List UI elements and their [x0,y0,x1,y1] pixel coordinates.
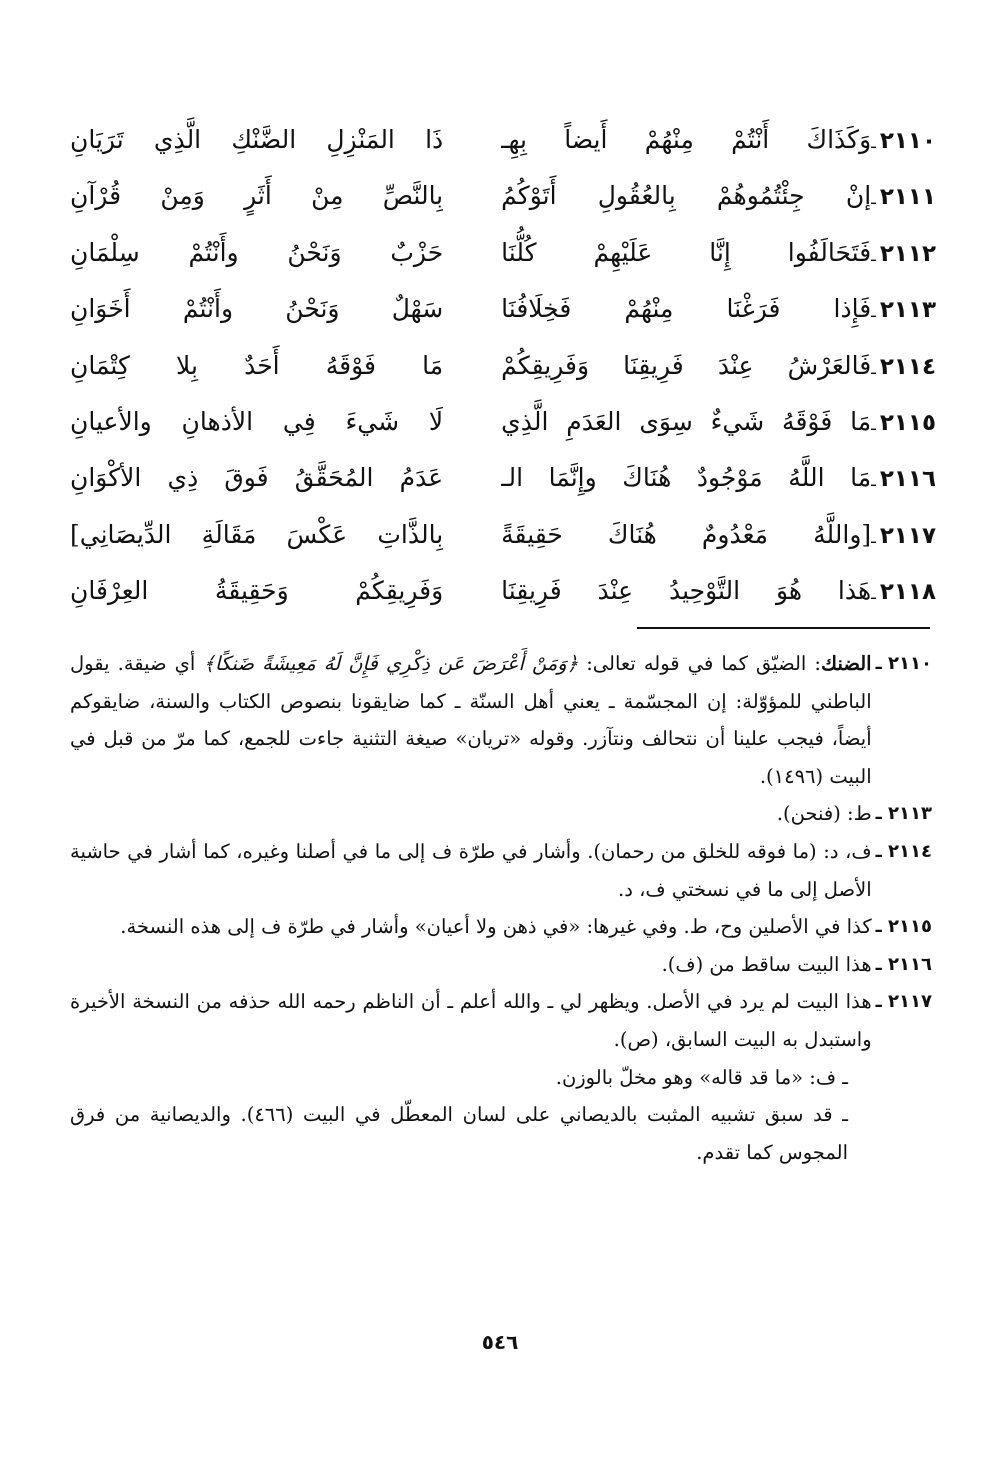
verse-second-hemistich: مَا فَوْقَهُ أَحَدٌ بِلا كِتْمَانِ [70,350,444,380]
footnote-text [70,645,872,795]
dash: ـ [871,133,876,152]
footnote-number: ٢١١٧ ـ [875,991,932,1013]
verse-row [70,563,936,619]
footnote-text: هذا البيت لم يرد في الأصل. ويظهر لي ـ والله أعلم ـ أن الناظم رحمه الله حذفه من النسخة الأخيرة واستبدل به البيت السابق، (ص). [70,990,872,1051]
footnotes [70,645,932,1171]
verse-first-hemistich: فَإِذا فَرَغْنَا مِنْهُمْ فَخِلَافُنَا [501,294,872,324]
footnote-text: كذا في الأصلين وح، ط. وفي غيرها: «في ذهن ولا أعيان» وأشار في طرّة ف إلى هذه النسخة. [120,915,872,939]
verse-row [70,338,936,394]
footnote-2115 [70,908,932,946]
footnote-text: ف، د: (ما فوقه للخلق من رحمان). وأشار في طرّة ف إلى ما في أصلنا وغيره، كما أشار في حاشية الأصل إلى ما في نسختي ف، د. [70,839,872,901]
verse-row [70,281,936,337]
dash: ـ [871,302,876,322]
footnote-2114 [70,833,932,908]
dash: ـ [871,414,876,434]
verse-second-hemistich: ذَا المَنْزِلِ الضَّنْكِ الَّذِي تَرَيَانِ [70,125,444,154]
verse-row [70,112,936,168]
dash: ـ [871,584,876,604]
footnote-2117-sub-2: ـ قد سبق تشبيه المثبت بالديصاني على لسان المعطّل في البيت (٤٦٦). والديصانية من فرق المجوس كما تقدم. [70,1103,848,1164]
footnote-number: ٢١١٥ ـ [875,916,932,938]
footnote-text: ط: (فنحن). [776,802,872,826]
verse-row [70,507,936,563]
quran-quote: ﴿وَمَنْ أَعْرَضَ عَن ذِكْرِي فَإِنَّ لَهُ مَعِيشَةً ضَنكًا﴾ [203,652,579,675]
footnote-2113 [70,795,932,833]
footnote-2110 [70,645,932,795]
dash: ـ [871,358,876,378]
verse-first-hemistich: فَتَحَالَفُوا إِنَّا عَلَيْهِمْ كُلُّنَا [501,237,872,267]
verse-row [70,394,936,450]
footnote-2117-sub-1: ـ ف: «ما قد قاله» وهو مخلّ بالوزن. [555,1065,848,1089]
verse-number: ٢١١١ [879,184,936,211]
verse-number: ٢١١٥ [879,409,936,436]
verse-number: ٢١١٨ [879,579,936,606]
footnote-2117 [70,983,932,1058]
footnote-text: هذا البيت ساقط من (ف). [661,952,872,976]
verse-number: ٢١١٣ [879,297,936,324]
verse-first-hemistich: فَالعَرْشُ عِنْدَ فَرِيقِنَا وَفَرِيقِكُمْ [501,350,872,380]
verse-first-hemistich: مَا اللَّهُ مَوْجُودٌ هُنَاكَ وإِنَّمَا الـ [501,463,872,493]
verse-first-hemistich: هَذا هُوَ التَّوْحِيدُ عِنْدَ فَرِيقِنَا [501,576,872,606]
footnote-text-part: أي ضيقة. يقول الباطني للمؤوّلة: إن المجسّمة ـ يعني أهل السنّة ـ كما ضايقونا بنصوص الكتاب والسنة، ضايقوكم أيضاً، فيجب علينا أن نتحالف ونتآزر. وقوله «تريان» صيغة التثنية جاءت للجمع، كما مرّ من قبل في البيت (١٤٩٦). [70,652,872,788]
footnote-separator [637,627,930,629]
verse-second-hemistich: لَا شَيءَ فِي الأذهانِ والأعيانِ [70,406,444,436]
verse-number: ٢١١٢ [879,240,936,267]
verse-second-hemistich: وَفَرِيقِكُمْ وَحَقِيقَةُ العِرْفَانِ [70,576,444,606]
footnote-number: ٢١١٦ ـ [875,953,932,975]
verse-first-hemistich: مَا فَوْقَهُ شَيءٌ سِوَى العَدَمِ الَّذِي [501,406,872,436]
verse-first-hemistich: [واللَّهُ مَعْدُومٌ هُنَاكَ حَقِيقَةً [501,519,872,549]
verse-row [70,168,936,224]
footnote-term: الضنك [821,652,872,675]
verse-number: ٢١١٦ [879,466,936,493]
footnote-text-part: : الضيّق كما في قوله تعالى: [578,652,822,675]
verse-first-hemistich: إنْ جِئْتُمُوهُمْ بِالعُقُولِ أَتَوْكُمُ [501,181,872,211]
dash: ـ [871,527,876,547]
footnote-number: ٢١١٠ ـ [875,653,932,674]
dash: ـ [871,245,876,265]
verse-second-hemistich: بِالذَّاتِ عَكْسَ مَقَالَةِ الدِّيصَانِي] [70,519,444,549]
verse-second-hemistich: سَهْلٌ وَنَحْنُ وأَنْتُمْ أَخَوَانِ [70,294,444,324]
verse-row [70,225,936,281]
verse-number: ٢١١٤ [879,353,936,380]
verse-row [70,450,936,506]
poem-verses [70,112,936,620]
footnote-number: ٢١١٣ ـ [875,803,932,825]
dash: ـ [871,189,876,209]
dash: ـ [871,471,876,491]
verse-second-hemistich: بِالنَّصِّ مِنْ أَثَرٍ وَمِنْ قُرْآنِ [70,181,444,211]
verse-second-hemistich: حَزْبٌ وَنَحْنُ وأَنْتُمْ سِلْمَانِ [70,237,444,267]
verse-number: ٢١١٧ [879,522,936,549]
footnote-2116 [70,946,932,984]
page-number: ٥٤٦ [481,1330,519,1354]
verse-first-hemistich: وَكَذَاكَ أَنْتُمْ مِنْهُمْ أَيضاً بِهِـ [501,125,872,154]
verse-number: ٢١١٠ [879,128,936,154]
verse-second-hemistich: عَدَمُ المُحَقَّقُ فَوقَ ذِي الأكْوَانِ [70,463,444,493]
footnote-number: ٢١١٤ ـ [875,840,932,862]
